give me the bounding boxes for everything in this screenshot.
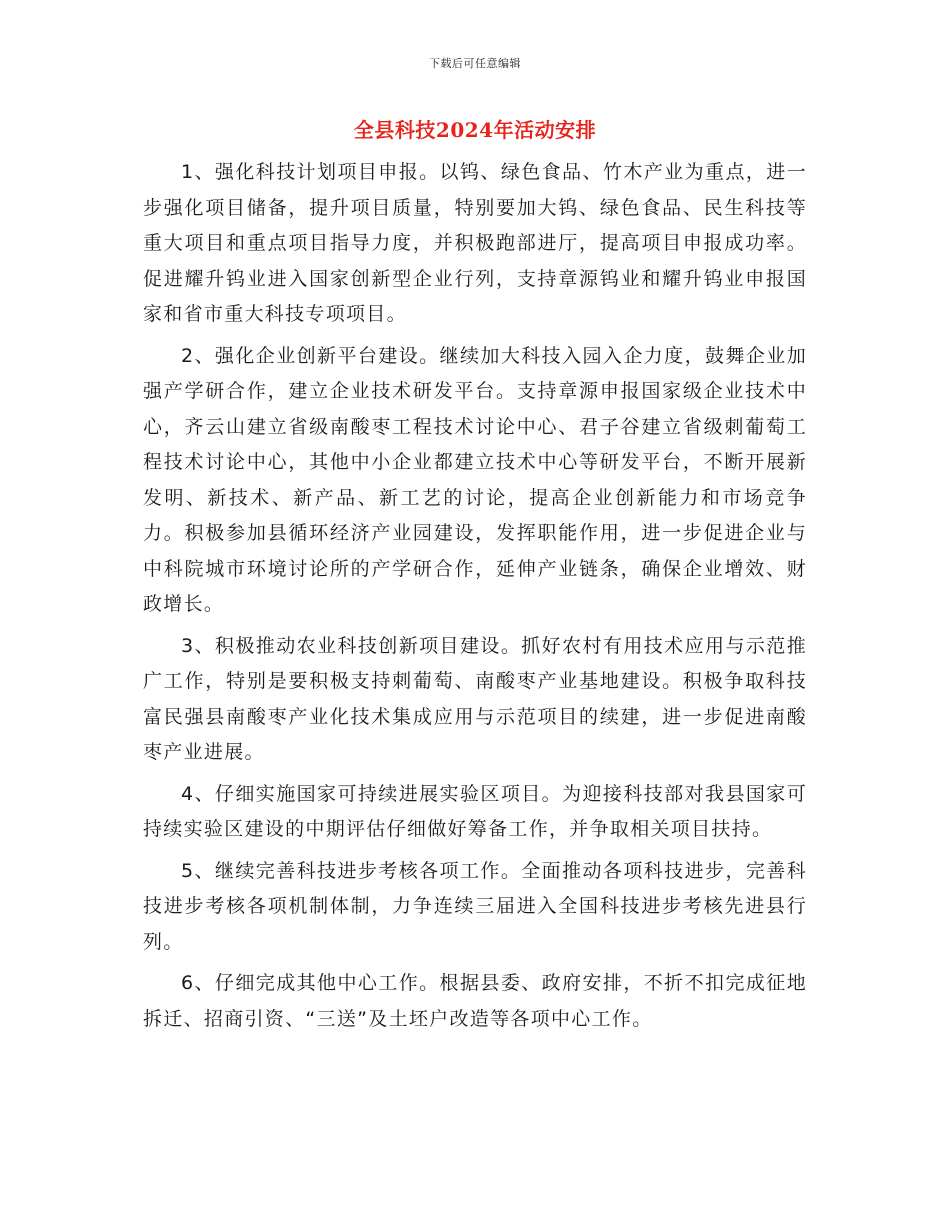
paragraph-5: 5、继续完善科技进步考核各项工作。全面推动各项科技进步，完善科技进步考核各项机制体制，力争连续三届进入全国科技进步考核先进县行列。 [143, 859, 807, 953]
paragraph-6: 6、仔细完成其他中心工作。根据县委、政府安排，不折不扣完成征地拆迁、招商引资、“三送”及土坯户改造等各项中心工作。 [143, 972, 807, 1030]
paragraph-2: 2、强化企业创新平台建设。继续加大科技入园入企力度，鼓舞企业加强产学研合作，建立企业技术研发平台。支持章源申报国家级企业技术中心，齐云山建立省级南酸枣工程技术讨论中心、君子谷建立省级刺葡萄工程技术讨论中心，其他中小企业都建立技术中心等研发平台，不断开展新发明、新技术、新产品、新工艺的讨论，提高企业创新能力和市场竞争力。积极参加县循环经济产业园建设，发挥职能作用，进一步促进企业与中科院城市环境讨论所的产学研合作，延伸产业链条，确保企业增效、财政增长。 [143, 344, 807, 615]
paragraph-3: 3、积极推动农业科技创新项目建设。抓好农村有用技术应用与示范推广工作，特别是要积极支持刺葡萄、南酸枣产业基地建设。积极争取科技富民强县南酸枣产业化技术集成应用与示范项目的续建，进一步促进南酸枣产业进展。 [143, 634, 807, 763]
document-body [143, 155, 807, 1043]
paragraph-1: 1、强化科技计划项目申报。以钨、绿色食品、竹木产业为重点，进一步强化项目储备，提升项目质量，特别要加大钨、绿色食品、民生科技等重大项目和重点项目指导力度，并积极跑部进厅，提高项目申报成功率。促进耀升钨业进入国家创新型企业行列，支持章源钨业和耀升钨业申报国家和省市重大科技专项项目。 [143, 161, 807, 325]
paragraph-4: 4、仔细实施国家可持续进展实验区项目。为迎接科技部对我县国家可持续实验区建设的中期评估仔细做好筹备工作，并争取相关项目扶持。 [143, 782, 807, 840]
header-note: 下载后可任意编辑 [429, 57, 521, 70]
page-title: 全县科技2024年活动安排 [353, 118, 597, 142]
